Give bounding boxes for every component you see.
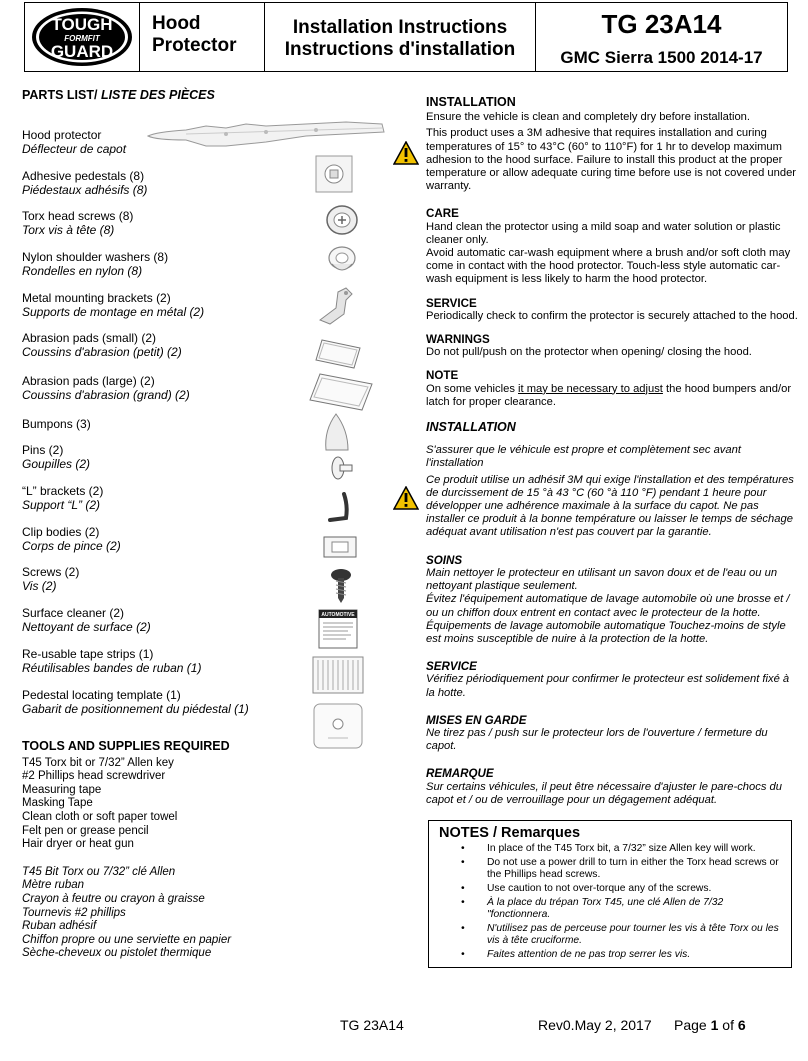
model-cell bbox=[536, 3, 787, 71]
note-section-en bbox=[426, 369, 798, 409]
list-item bbox=[22, 443, 90, 471]
installation-title-en: INSTALLATION bbox=[426, 95, 516, 109]
note-body-en bbox=[426, 383, 798, 409]
parts-list-title-fr: LISTE DES PIÈCES bbox=[100, 88, 215, 102]
l-bracket-icon bbox=[326, 492, 352, 524]
warning-triangle-icon bbox=[393, 141, 419, 165]
instructions-title-en: Installation Instructions bbox=[292, 17, 508, 38]
warnings-body-fr: Ne tirez pas / push sur le protecteur lors de l'ouverture / fermeture du capot. bbox=[426, 726, 768, 753]
instructions-title-cell bbox=[265, 3, 536, 71]
surface-cleaner-icon bbox=[318, 609, 358, 649]
warnings-body-en: Do not pull/push on the protector when opening/ closing the hood. bbox=[426, 346, 752, 359]
list-item: • N'utilisez pas de perceuse pour tourner les vis à tête Torx ou les vis à tête cruciforme. bbox=[439, 923, 781, 947]
list-item bbox=[22, 647, 201, 675]
part-name-fr: Coussins d'abrasion (petit) (2) bbox=[22, 345, 182, 359]
list-item: T45 Bit Torx ou 7/32” clé Allen bbox=[22, 865, 176, 878]
list-item bbox=[22, 484, 103, 512]
metal-bracket-icon bbox=[316, 284, 360, 328]
part-name-fr: Coussins d'abrasion (grand) (2) bbox=[22, 388, 190, 402]
part-name-en: Torx head screws (8) bbox=[22, 209, 134, 223]
list-item: #2 Phillips head screwdriver bbox=[22, 770, 166, 783]
warnings-section-en bbox=[426, 333, 798, 359]
list-item bbox=[22, 209, 133, 237]
list-item bbox=[22, 250, 168, 278]
note-title-fr: REMARQUE bbox=[426, 767, 494, 781]
part-name-en: Clip bodies (2) bbox=[22, 525, 100, 539]
list-item: • Faites attention de ne pas trop serrer les vis. bbox=[439, 949, 781, 961]
product-line-2: Protector bbox=[152, 35, 237, 56]
list-item bbox=[22, 128, 126, 156]
clip-body-icon bbox=[322, 534, 358, 560]
notes-list bbox=[439, 843, 781, 961]
care-title-fr: SOINS bbox=[426, 553, 463, 567]
list-item: Ruban adhésif bbox=[22, 920, 97, 933]
list-item bbox=[22, 291, 204, 319]
installation-title-fr: INSTALLATION bbox=[426, 420, 516, 435]
care-body-1-en: Hand clean the protector using a mild soap and water solution or plastic cleaner only. bbox=[426, 220, 781, 246]
part-name-fr: Vis (2) bbox=[22, 579, 57, 593]
service-body-fr: Vérifiez périodiquement pour confirmer le protecteur est solidement fixé à la hotte. bbox=[426, 673, 790, 699]
list-item bbox=[22, 331, 182, 359]
list-item: Mètre ruban bbox=[22, 879, 85, 892]
installation-section-en bbox=[426, 111, 798, 193]
warning-triangle-icon bbox=[393, 486, 419, 510]
adhesive-pedestal-icon bbox=[314, 154, 354, 194]
footer-page-number bbox=[674, 1017, 746, 1033]
part-name-en: Surface cleaner (2) bbox=[22, 606, 125, 620]
torx-screw-icon bbox=[324, 202, 360, 238]
tools-title: TOOLS AND SUPPLIES REQUIRED bbox=[22, 739, 230, 753]
list-item: • In place of the T45 Torx bit, a 7/32” size Allen key will work. bbox=[439, 843, 781, 855]
note-body-fr: Sur certains véhicules, il peut être nécessaire d'ajuster le pare-chocs du capot et / ou de verrouillage pour un dégagement adéquat. bbox=[426, 780, 782, 806]
footer-revision: Rev0.May 2, 2017 bbox=[538, 1017, 652, 1033]
tough-guard-logo bbox=[30, 6, 134, 68]
product-name-cell bbox=[140, 3, 265, 71]
list-item bbox=[22, 169, 147, 197]
service-body-en: Periodically check to confirm the protector is securely attached to the hood. bbox=[426, 309, 798, 322]
logo-text-top: TOUGH bbox=[51, 15, 113, 34]
installation-intro-fr: S'assurer que le véhicule est propre et complètement sec avant l'installation bbox=[426, 444, 741, 470]
page-current: 1 bbox=[710, 1017, 719, 1033]
list-item: • À la place du trépan Torx T45, une clé Allen de 7/32 "fonctionnera. bbox=[439, 897, 781, 921]
list-item: T45 Torx bit or 7/32” Allen key bbox=[22, 756, 174, 769]
installation-section-fr bbox=[426, 444, 798, 539]
part-name-fr: Déflecteur de capot bbox=[22, 142, 127, 156]
part-name-fr: Gabarit de positionnement du piédestal (1) bbox=[22, 702, 249, 716]
note-section-fr bbox=[426, 767, 798, 807]
list-item: • Use caution to not over-torque any of the screws. bbox=[439, 883, 781, 895]
part-name-fr: Nettoyant de surface (2) bbox=[22, 620, 151, 634]
list-item: Measuring tape bbox=[22, 783, 102, 796]
cleaner-label: AUTOMOTIVE bbox=[321, 612, 355, 618]
list-item: Sèche-cheveux ou pistolet thermique bbox=[22, 947, 212, 960]
tools-section bbox=[22, 740, 231, 961]
notes-box bbox=[428, 820, 792, 968]
model-code: TG 23A14 bbox=[601, 9, 722, 39]
list-item bbox=[22, 374, 190, 402]
part-name-en: Re-usable tape strips (1) bbox=[22, 647, 154, 661]
care-body-1-fr: Main nettoyer le protecteur en utilisant un savon doux et de l'eau ou un nettoyant plastique seulement. bbox=[426, 566, 778, 593]
list-item bbox=[22, 606, 151, 634]
service-section-en bbox=[426, 297, 798, 323]
parts-list-title-en: PARTS LIST/ bbox=[22, 88, 101, 102]
list-item: Chiffon propre ou une serviette en papier bbox=[22, 933, 232, 946]
list-item: Clean cloth or soft paper towel bbox=[22, 810, 178, 823]
page-prefix: Page bbox=[674, 1017, 711, 1033]
product-line-1: Hood bbox=[152, 13, 201, 34]
part-name-fr: Torx vis à tête (8) bbox=[22, 223, 115, 237]
warnings-title-en: WARNINGS bbox=[426, 333, 490, 347]
nylon-washer-icon bbox=[326, 244, 358, 278]
logo-text-middle: FORMFIT bbox=[64, 34, 100, 43]
care-body-2-fr: Évitez l'équipement automatique de lavage automobile où une brosse et / ou un chiffon doux entrent en contact avec le protecteur de la hotte. Équipements de lavage automobile automatique Touchez-moins de style est moins susceptible de nuire à la protection de la hotte. bbox=[426, 593, 790, 645]
note-text-underlined: it may be necessary to adjust bbox=[518, 382, 663, 395]
bumpon-icon bbox=[322, 410, 352, 454]
installation-warning-en bbox=[426, 127, 798, 193]
part-name-en: Pedestal locating template (1) bbox=[22, 688, 181, 702]
care-section-en bbox=[426, 207, 798, 286]
part-name-fr: Supports de montage en métal (2) bbox=[22, 305, 205, 319]
service-title-en: SERVICE bbox=[426, 296, 477, 310]
logo-text-bottom: GUARD bbox=[50, 42, 114, 61]
large-pad-icon bbox=[308, 372, 374, 412]
care-body-2-en: Avoid automatic car-wash equipment where a brush and/or soft cloth may come in contact with the hood protector. Touch-less style automatic car-wash equipment is less likely to harm the hood protector. bbox=[426, 247, 791, 286]
right-column bbox=[426, 96, 798, 815]
part-name-en: Metal mounting brackets (2) bbox=[22, 291, 171, 305]
installation-intro-en: Ensure the vehicle is clean and completely dry before installation. bbox=[426, 111, 750, 124]
note-text-post: the hood bumpers and/or latch for proper clearance. bbox=[426, 382, 792, 408]
list-item: • Do not use a power drill to turn in either the Torx head screws or the Phillips head screws. bbox=[439, 857, 781, 881]
part-name-en: Adhesive pedestals (8) bbox=[22, 169, 145, 183]
part-name-en: Abrasion pads (large) (2) bbox=[22, 374, 155, 388]
note-text-pre: On some vehicles bbox=[426, 382, 519, 395]
left-column bbox=[22, 88, 402, 960]
part-name-fr: Corps de pince (2) bbox=[22, 539, 121, 553]
vehicle-model: GMC Sierra 1500 2014-17 bbox=[560, 48, 763, 67]
screw-icon bbox=[328, 568, 354, 604]
notes-title: NOTES / Remarques bbox=[439, 825, 581, 841]
part-name-en: Bumpons (3) bbox=[22, 417, 91, 431]
part-name-en: Pins (2) bbox=[22, 443, 64, 457]
care-title-en: CARE bbox=[426, 207, 459, 221]
list-item bbox=[22, 417, 91, 431]
logo-cell bbox=[25, 3, 140, 71]
installation-body-en: This product uses a 3M adhesive that requires installation and curing temperatures of 15° to 43°C (60° to 110°F) for 1 hr to develop maximum adhesion to the hood surface. Failure to install this product at the proper temperature or allow adequate curing time before use is not covered under warranty. bbox=[426, 127, 797, 193]
part-name-fr: Goupilles (2) bbox=[22, 457, 91, 471]
locating-template-icon bbox=[312, 702, 364, 750]
list-item bbox=[22, 525, 121, 553]
part-name-en: Nylon shoulder washers (8) bbox=[22, 250, 169, 264]
list-item: Hair dryer or heat gun bbox=[22, 838, 134, 851]
installation-body-fr: Ce produit utilise un adhésif 3M qui exige l'installation et des températures de durcissement de 15 °à 43 °C (60 °à 110 °F) pendant 1 heure pour développer une adhérence maximale à la surface du capot. Ne pas installer ce produit à la bonne température ou laisser le temps de séchage adéquat avant utilisation n'est pas couvert par la garantie. bbox=[426, 473, 794, 539]
part-name-en: “L” brackets (2) bbox=[22, 484, 104, 498]
page-total: 6 bbox=[737, 1017, 746, 1033]
warnings-title-fr: MISES EN GARDE bbox=[426, 713, 527, 727]
document-header bbox=[24, 2, 788, 72]
part-name-fr: Rondelles en nylon (8) bbox=[22, 264, 143, 278]
part-name-en: Abrasion pads (small) (2) bbox=[22, 331, 157, 345]
note-title-en: NOTE bbox=[426, 369, 459, 383]
list-item: Felt pen or grease pencil bbox=[22, 824, 149, 837]
part-name-en: Screws (2) bbox=[22, 565, 80, 579]
list-item bbox=[22, 565, 79, 593]
list-item: Crayon à feutre ou crayon à graisse bbox=[22, 892, 205, 905]
service-section-fr bbox=[426, 660, 798, 700]
page-of: of bbox=[718, 1017, 738, 1033]
installation-warning-fr bbox=[426, 474, 798, 540]
tape-strips-icon bbox=[312, 656, 364, 694]
parts-list-title bbox=[22, 88, 402, 102]
tools-list-fr bbox=[22, 866, 231, 961]
part-name-fr: Réutilisables bandes de ruban (1) bbox=[22, 661, 202, 675]
list-item: Tournevis #2 phillips bbox=[22, 906, 126, 919]
list-item bbox=[22, 688, 249, 716]
pin-icon bbox=[328, 454, 354, 482]
small-pad-icon bbox=[314, 338, 362, 370]
tools-list-en bbox=[22, 757, 231, 852]
service-title-fr: SERVICE bbox=[426, 660, 477, 674]
footer-doc-code: TG 23A14 bbox=[340, 1017, 404, 1033]
part-name-fr: Support “L” (2) bbox=[22, 498, 101, 512]
hood-protector-icon bbox=[146, 120, 386, 150]
part-name-en: Hood protector bbox=[22, 128, 102, 142]
care-section-fr bbox=[426, 554, 798, 646]
warnings-section-fr bbox=[426, 714, 798, 754]
list-item: Masking Tape bbox=[22, 797, 93, 810]
part-name-fr: Piédestaux adhésifs (8) bbox=[22, 183, 148, 197]
instructions-title-fr: Instructions d'installation bbox=[284, 39, 516, 60]
